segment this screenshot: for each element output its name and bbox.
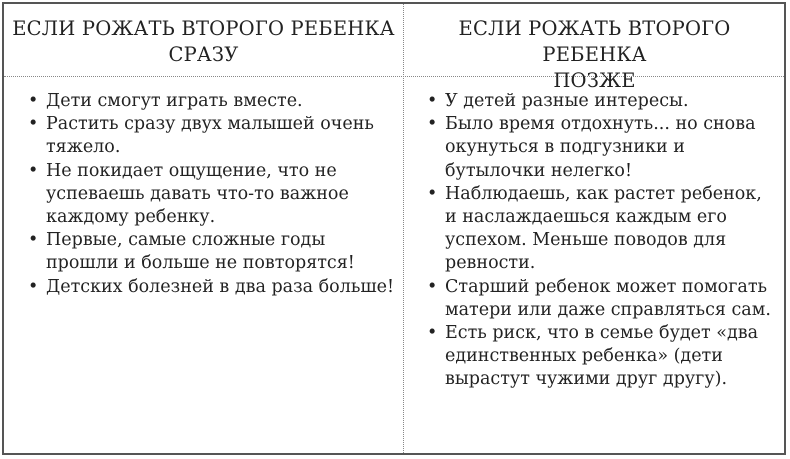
comparison-table <box>2 2 786 455</box>
column-later <box>405 4 784 453</box>
list-item: • Старший ребенок может помогать матери или даже справляться сам. <box>427 276 778 322</box>
column-divider <box>403 4 404 453</box>
header-line: ЕСЛИ РОЖАТЬ ВТОРОГО РЕБЕНКА <box>12 17 395 40</box>
item-list-later <box>427 90 778 392</box>
list-item: • Дети смогут играть вместе. <box>28 90 397 113</box>
list-item: • Не покидает ощущение, что не успеваешь давать что-то важное каждому ребенку. <box>28 160 397 230</box>
list-item: • У детей разные интересы. <box>427 90 778 113</box>
list-item: • Наблюдаешь, как растет ребенок, и наслаждаешься каждым его успехом. Меньше поводов для ревности. <box>427 183 778 276</box>
header-line: ЕСЛИ РОЖАТЬ ВТОРОГО РЕБЕНКА <box>458 17 731 66</box>
list-item: • Детских болезней в два раза больше! <box>28 276 397 299</box>
column-header-later <box>405 16 784 94</box>
list-item: • Было время отдохнуть... но снова окунуться в подгузники и бутылочки нелегко! <box>427 113 778 183</box>
header-line: ПОЗЖЕ <box>553 69 636 92</box>
column-now <box>4 4 403 453</box>
list-item: • Растить сразу двух малышей очень тяжело. <box>28 113 397 159</box>
list-item: • Первые, самые сложные годы прошли и больше не повторятся! <box>28 229 397 275</box>
list-item: • Есть риск, что в семье будет «два единственных ребенка» (дети вырастут чужими друг другу). <box>427 322 778 392</box>
column-header-now <box>4 16 403 68</box>
item-list-now <box>28 90 397 299</box>
header-line: СРАЗУ <box>168 43 239 66</box>
